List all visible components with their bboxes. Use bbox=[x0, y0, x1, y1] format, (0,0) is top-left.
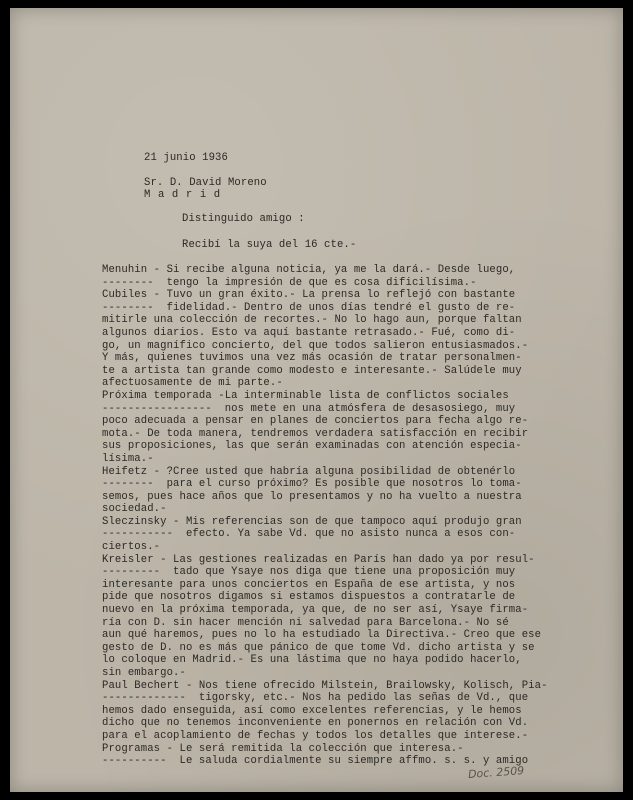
body-line: poco adecuada a pensar en planes de conciertos para fecha algo re- bbox=[102, 415, 529, 428]
body-line: mitirle una colección de recortes.- No lo hago aun, porque faltan bbox=[102, 314, 522, 327]
body-line: semos, pues hace años que lo presentamos y no ha vuelto a nuestra bbox=[102, 490, 522, 503]
body-line: lísima.- bbox=[102, 452, 154, 465]
body-line: ciertos.- bbox=[102, 541, 161, 554]
body-line: Próxima temporada -La interminable lista de conflictos sociales bbox=[102, 389, 509, 402]
body-line: Kreisler - Las gestiones realizadas en París han dado ya por resul- bbox=[102, 553, 535, 566]
body-line: ---------- Le saluda cordialmente su siempre affmo. s. s. y amigo bbox=[102, 755, 529, 768]
body-line: ría con D. sin hacer mención ni salvedad para Barcelona.- No sé bbox=[102, 616, 509, 629]
body-line: go, un magnífico concierto, del que todos salieron entusiasmados.- bbox=[102, 339, 529, 352]
letter-date: 21 junio 1936 bbox=[144, 152, 228, 164]
body-line: Heifetz - ?Cree usted que habría alguna posibilidad de obtenérlo bbox=[102, 465, 516, 478]
body-line: ----------------- nos mete en una atmósfera de desasosiego, muy bbox=[102, 402, 516, 415]
recipient-city: Madrid bbox=[144, 189, 228, 201]
body-line: pide que nosotros digamos si estamos dispuestos a contratarle de bbox=[102, 591, 516, 604]
body-line: algunos diarios. Esto va aquí bastante retrasado.- Fué, como di- bbox=[102, 326, 516, 339]
body-line: hemos dado enseguida, así como excelentes referencias, y le hemos bbox=[102, 704, 522, 717]
recipient-name: Sr. D. David Moreno bbox=[144, 177, 267, 189]
body-line: nuevo en la próxima temporada, ya que, de no ser así, Ysaye firma- bbox=[102, 604, 529, 617]
letter-body bbox=[102, 264, 548, 768]
body-line: sus proposiciones, las que serán examinadas con atención especia- bbox=[102, 440, 522, 453]
body-line: mota.- De toda manera, tendremos verdadera satisfacción en recibir bbox=[102, 427, 529, 440]
body-line: Cubiles - Tuvo un gran éxito.- La prensa lo reflejó con bastante bbox=[102, 289, 516, 302]
body-line: sin embargo.- bbox=[102, 667, 186, 679]
body-line: te a artista tan grande como modesto e interesante.- Salúdele muy bbox=[102, 364, 522, 377]
body-line: Paul Bechert - Nos tiene ofrecido Milstein, Brailowsky, Kolisch, Pia- bbox=[102, 679, 548, 692]
body-line: para el acoplamiento de fechas y todos los detalles que interese.- bbox=[102, 729, 529, 742]
body-line: -------- tengo la impresión de que es cosa dificilísima.- bbox=[102, 276, 477, 289]
body-line: -------- para el curso próximo? Es posible que nosotros lo toma- bbox=[102, 478, 522, 491]
body-line: lo coloque en Madrid.- Es una lástima que no haya podido hacerlo, bbox=[102, 654, 522, 667]
letter-page bbox=[10, 8, 623, 792]
body-line: Menuhin - Si recibe alguna noticia, ya me la dará.- Desde luego, bbox=[102, 264, 516, 276]
archive-stamp: Doc. 2509 bbox=[467, 764, 525, 781]
body-line: ------------- tigorsky, etc.- Nos ha pedido las señas de Vd., que bbox=[102, 692, 529, 705]
body-line: interesante para unos conciertos en España de ese artista, y nos bbox=[102, 578, 516, 591]
greeting: Distinguido amigo : bbox=[182, 213, 305, 225]
body-line: Sleczinsky - Mis referencias son de que tampoco aquí produjo gran bbox=[102, 515, 522, 528]
body-line: gesto de D. no es más que pánico de que tome Vd. dicho artista y se bbox=[102, 641, 535, 654]
body-line: --------- tado que Ysaye nos diga que tiene una proposición muy bbox=[102, 566, 516, 579]
body-line: -------- fidelidad.- Dentro de unos días tendré el gusto de re- bbox=[102, 301, 516, 314]
body-line: sociedad.- bbox=[102, 503, 167, 516]
body-line: Programas - Le será remitida la colección que interesa.- bbox=[102, 742, 464, 755]
body-line: ----------- efecto. Ya sabe Vd. que no asisto nunca a esos con- bbox=[102, 528, 516, 541]
body-line: aun qué haremos, pues no lo ha estudiado la Directiva.- Creo que ese bbox=[102, 629, 542, 642]
intro-line: Recibí la suya del 16 cte.- bbox=[182, 239, 357, 251]
body-line: Y más, quienes tuvimos una vez más ocasión de tratar personalmen- bbox=[102, 352, 522, 365]
body-line: dicho que no tenemos inconveniente en ponernos en relación con Vd. bbox=[102, 717, 529, 730]
body-line: afectuosamente de mi parte.- bbox=[102, 377, 283, 390]
